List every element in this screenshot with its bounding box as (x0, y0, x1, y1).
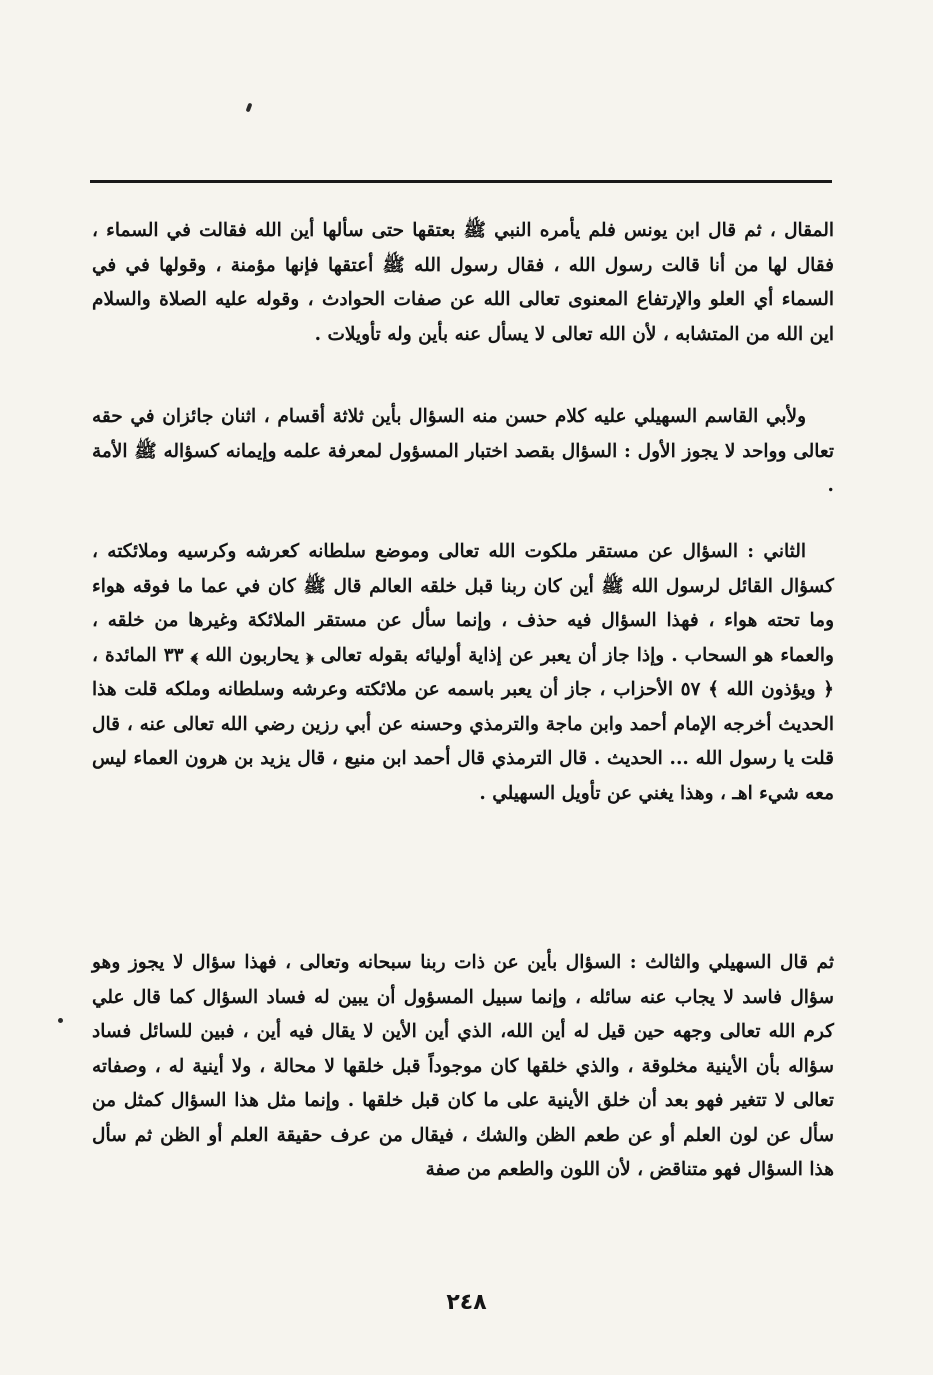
paragraph-4 (92, 946, 834, 1188)
paragraph-text: ثم قال السهيلي والثالث : السؤال بأين عن ذات ربنا سبحانه وتعالى ، فهذا سؤال لا يجوز وهو سؤال فاسد لا يجاب عنه سائله ، وإنما سبيل المسؤول أن يبين له فساد السؤال كما قال علي كرم الله تعالى وجهه حين قيل له أين الله، الذي أين الأين لا يقال فيه أين ، فبين للسائل فساد سؤاله بأن الأينية مخلوقة ، والذي خلقها كان موجوداً قبل خلقها لا محالة ، ولا أينية له ، وصفاته تعالى لا تتغير فهو بعد أن خلق الأينية على ما كان قبل خلقها . وإنما مثل هذا السؤال كمثل من سأل عن لون العلم أو عن طعم الظن والشك ، فيقال من عرف حقيقة العلم أو الظن ثم سأل هذا السؤال فهو متناقض ، لأن اللون والطعم من صفة (92, 952, 834, 1180)
paragraph-1 (92, 214, 834, 352)
header-rule (90, 180, 832, 183)
page-number: ٢٤٨ (446, 1290, 487, 1315)
paragraph-text: ولأبي القاسم السهيلي عليه كلام حسن منه السؤال بأين ثلاثة أقسام ، اثنان جائزان في حقه تعالى وواحد لا يجوز الأول : السؤال بقصد اختبار المسؤول لمعرفة علمه وإيمانه كسؤاله ﷺ الأمة . (92, 406, 834, 496)
paragraph-3 (92, 535, 834, 811)
paragraph-2 (92, 400, 834, 504)
ink-speck (246, 103, 253, 113)
ink-speck (58, 1018, 63, 1023)
paragraph-text: المقال ، ثم قال ابن يونس فلم يأمره النبي ﷺ بعتقها حتى سألها أين الله فقالت في السماء ، فقال لها من أنا قالت رسول الله ، فقال رسول الله ﷺ أعتقها فإنها مؤمنة ، وقولها في في السماء أي العلو والإرتفاع المعنوى تعالى الله عن صفات الحوادث ، وقوله عليه الصلاة والسلام اين الله من المتشابه ، لأن الله تعالى لا يسأل عنه بأين وله تأويلات . (92, 220, 834, 345)
paragraph-text: الثاني : السؤال عن مستقر ملكوت الله تعالى وموضع سلطانه كعرشه وكرسيه وملائكته ، كسؤال القائل لرسول الله ﷺ أين كان ربنا قبل خلقه العالم قال ﷺ كان في عما ما فوقه هواء وما تحته هواء ، فهذا السؤال فيه حذف ، وإنما سأل عن مستقر الملائكة وغيرها من خلقه ، والعماء هو السحاب . وإذا جاز أن يعبر عن إذاية أوليائه بقوله تعالى ﴿ يحاربون الله ﴾ ٣٣ المائدة ، ﴿ ويؤذون الله ﴾ ٥٧ الأحزاب ، جاز أن يعبر باسمه عن ملائكته وعرشه وسلطانه وملكه قلت هذا الحديث أخرجه الإمام أحمد وابن ماجة والترمذي وحسنه عن أبي رزين رضي الله تعالى عنه ، قال قلت يا رسول الله ... الحديث . قال الترمذي قال أحمد ابن منيع ، قال يزيد بن هرون العماء ليس معه شيء اهـ ، وهذا يغني عن تأويل السهيلي . (92, 541, 834, 804)
